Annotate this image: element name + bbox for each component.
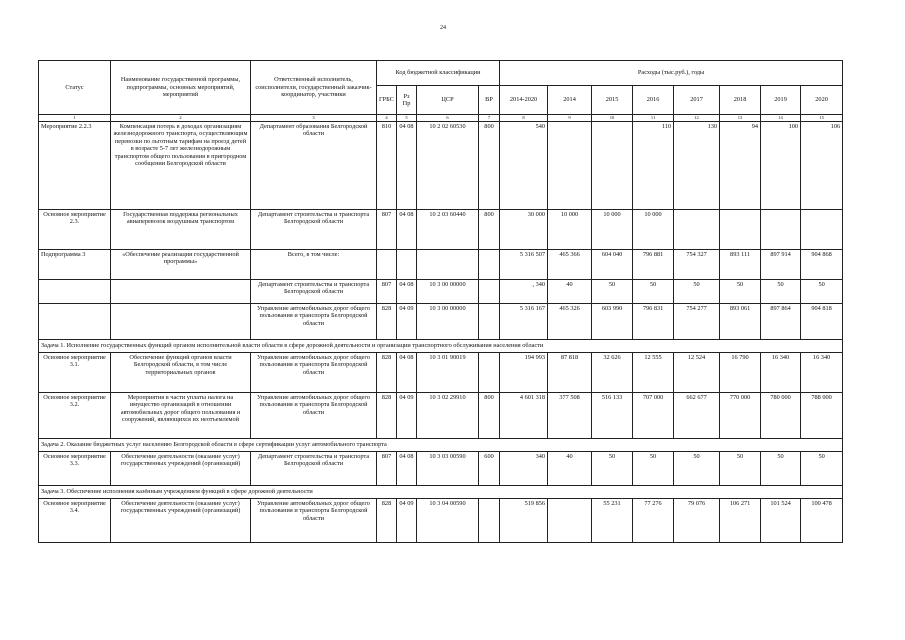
cell-amount: 100 (761, 122, 801, 210)
cell-grbs: 807 (377, 280, 397, 304)
cell-name: Компенсация потерь в доходах организациям железнодорожного транспорта, осуществляющим перевозки по льготным тарифам на проезд детей в возрасте 5-7 лет железнодорожным транспортом общего пользования в пригородном сообщении Белгородской области (111, 122, 251, 210)
cell-amount: 94 (720, 122, 761, 210)
cell-amount: 50 (633, 452, 674, 486)
cell-name (111, 280, 251, 304)
table-row (39, 452, 843, 486)
task-title: Задача 2. Оказание бюджетных услуг населению Белгородской области в сфере сертификации услуг автомобильного транспорта (39, 439, 843, 452)
task-title: Задача 1. Исполнение государственных функций органом исполнительной власти области в сфере дорожной деятельности и организации транспортного обслуживания населения области (39, 340, 843, 353)
cell-csr (417, 250, 479, 280)
cell-amount: 780 000 (761, 393, 801, 439)
header-rzpr: Рз Пр (397, 86, 417, 115)
header-responsible: Ответственный исполнитель, соисполнители, государственный заказчик-координатор, участники (251, 61, 377, 115)
cell-amount: 40 (548, 452, 592, 486)
header-csr: ЦСР (417, 86, 479, 115)
cell-amount: 893 061 (720, 304, 761, 340)
cell-amount: 110 (633, 122, 674, 210)
cell-amount: 50 (801, 452, 843, 486)
cell-status: Основное мероприятие 2.3. (39, 210, 111, 250)
cell-amount: 50 (720, 280, 761, 304)
column-index: 8 (500, 115, 548, 122)
task-title: Задача 3. Обеспечение исполнения казённым учреждением функций в сфере дорожной деятельности (39, 486, 843, 499)
cell-amount: 55 231 (592, 499, 633, 543)
column-index-row (39, 115, 843, 122)
header-year: 2014 (548, 86, 592, 115)
cell-amount: 101 524 (761, 499, 801, 543)
cell-status (39, 304, 111, 340)
cell-rzpr: 04 08 (397, 280, 417, 304)
column-index: 6 (417, 115, 479, 122)
cell-amount: 5 316 507 (500, 250, 548, 280)
cell-name: Обеспечение функций органов власти Белгородской области, в том числе территориальных органов (111, 353, 251, 393)
cell-amount: 770 000 (720, 393, 761, 439)
cell-vr: 600 (479, 452, 500, 486)
cell-amount: 340 (500, 452, 548, 486)
table-row (39, 280, 843, 304)
cell-amount: 10 000 (548, 210, 592, 250)
cell-grbs: 810 (377, 122, 397, 210)
budget-table (38, 60, 843, 543)
table-row (39, 304, 843, 340)
cell-grbs: 828 (377, 353, 397, 393)
cell-csr: 10 2 02 60530 (417, 122, 479, 210)
cell-grbs: 828 (377, 393, 397, 439)
cell-amount (592, 122, 633, 210)
cell-amount: 50 (633, 280, 674, 304)
cell-amount: 50 (720, 452, 761, 486)
cell-status: Мероприятие 2.2.3 (39, 122, 111, 210)
cell-amount: 5 316 167 (500, 304, 548, 340)
task-row (39, 439, 843, 452)
cell-amount: 788 000 (801, 393, 843, 439)
cell-amount: 50 (674, 452, 720, 486)
cell-amount: 130 (674, 122, 720, 210)
header-budget-code: Код бюджетной классификации (377, 61, 500, 86)
cell-responsible: Управление автомобильных дорог общего пользования и транспорта Белгородской области (251, 499, 377, 543)
column-index: 15 (801, 115, 843, 122)
column-index: 11 (633, 115, 674, 122)
header-expenses: Расходы (тыс.руб.), годы (500, 61, 843, 86)
cell-rzpr: 04 08 (397, 210, 417, 250)
table-row (39, 210, 843, 250)
cell-csr: 10 3 02 29910 (417, 393, 479, 439)
cell-csr: 10 3 03 00590 (417, 452, 479, 486)
header-year: 2020 (801, 86, 843, 115)
cell-vr (479, 280, 500, 304)
header-status: Статус (39, 61, 111, 115)
cell-vr (479, 353, 500, 393)
cell-amount: 50 (674, 280, 720, 304)
cell-name: Обеспечение деятельности (оказание услуг) государственных учреждений (организаций) (111, 452, 251, 486)
cell-amount: 12 524 (674, 353, 720, 393)
cell-name: Обеспечение деятельности (оказание услуг) государственных учреждений (организаций) (111, 499, 251, 543)
cell-amount: 754 327 (674, 250, 720, 280)
cell-rzpr: 04 08 (397, 122, 417, 210)
header-year: 2017 (674, 86, 720, 115)
cell-amount: 10 000 (592, 210, 633, 250)
header-row-1 (39, 61, 843, 86)
cell-rzpr: 04 09 (397, 393, 417, 439)
cell-amount (674, 210, 720, 250)
cell-csr: 10 3 04 00590 (417, 499, 479, 543)
header-year: 2014-2020 (500, 86, 548, 115)
cell-amount: 796 881 (633, 250, 674, 280)
cell-csr: 10 3 00 00000 (417, 280, 479, 304)
cell-rzpr: 04 09 (397, 304, 417, 340)
column-index: 9 (548, 115, 592, 122)
cell-status: Основное мероприятие 3.4. (39, 499, 111, 543)
cell-amount: 603 990 (592, 304, 633, 340)
cell-status (39, 280, 111, 304)
cell-rzpr (397, 250, 417, 280)
cell-amount: 50 (761, 452, 801, 486)
column-index: 13 (720, 115, 761, 122)
cell-amount: 540 (500, 122, 548, 210)
cell-amount (801, 210, 843, 250)
page-number: 24 (440, 25, 446, 31)
column-index: 14 (761, 115, 801, 122)
cell-status: Основное мероприятие 3.2. (39, 393, 111, 439)
column-index: 5 (397, 115, 417, 122)
table-row (39, 499, 843, 543)
cell-amount: 4 601 318 (500, 393, 548, 439)
cell-amount: 893 111 (720, 250, 761, 280)
cell-amount: 897 914 (761, 250, 801, 280)
cell-vr (479, 499, 500, 543)
cell-csr: 10 3 01 90019 (417, 353, 479, 393)
cell-amount: 707 000 (633, 393, 674, 439)
header-grbs: ГРБС (377, 86, 397, 115)
cell-amount: 16 340 (801, 353, 843, 393)
cell-amount: 904 818 (801, 304, 843, 340)
cell-responsible: Департамент строительства и транспорта Белгородской области (251, 452, 377, 486)
cell-amount: 754 277 (674, 304, 720, 340)
task-row (39, 486, 843, 499)
cell-name: Мероприятия в части уплаты налога на имущество организаций в отношении автомобильных дорог общего пользования и сооружений, являющихся их неотъемлемой (111, 393, 251, 439)
header-year: 2015 (592, 86, 633, 115)
cell-name (111, 304, 251, 340)
cell-amount: 50 (801, 280, 843, 304)
cell-grbs: 828 (377, 499, 397, 543)
column-index: 12 (674, 115, 720, 122)
cell-amount: 106 (801, 122, 843, 210)
cell-status: Основное мероприятие 3.1. (39, 353, 111, 393)
column-index: 4 (377, 115, 397, 122)
cell-grbs: 828 (377, 304, 397, 340)
cell-vr: 800 (479, 122, 500, 210)
cell-amount: 519 856 (500, 499, 548, 543)
cell-responsible: Департамент образования Белгородской области (251, 122, 377, 210)
cell-amount: , 340 (500, 280, 548, 304)
cell-amount: 32 626 (592, 353, 633, 393)
cell-responsible: Управление автомобильных дорог общего пользования и транспорта Белгородской области (251, 304, 377, 340)
cell-responsible: Департамент строительства и транспорта Белгородской области (251, 280, 377, 304)
cell-status: Основное мероприятие 3.3. (39, 452, 111, 486)
cell-amount: 377 508 (548, 393, 592, 439)
cell-amount: 516 133 (592, 393, 633, 439)
cell-amount (548, 499, 592, 543)
cell-amount: 50 (592, 452, 633, 486)
task-row (39, 340, 843, 353)
cell-amount: 30 000 (500, 210, 548, 250)
table-row (39, 122, 843, 210)
cell-responsible: Департамент строительства и транспорта Белгородской области (251, 210, 377, 250)
cell-vr (479, 304, 500, 340)
cell-amount: 100 478 (801, 499, 843, 543)
column-index: 2 (111, 115, 251, 122)
cell-responsible: Управление автомобильных дорог общего пользования и транспорта Белгородской области (251, 393, 377, 439)
column-index: 7 (479, 115, 500, 122)
cell-responsible: Всего, в том числе: (251, 250, 377, 280)
cell-rzpr: 04 08 (397, 353, 417, 393)
table-row (39, 250, 843, 280)
cell-csr: 10 3 00 00000 (417, 304, 479, 340)
cell-amount: 79 076 (674, 499, 720, 543)
cell-amount (548, 122, 592, 210)
cell-amount: 662 677 (674, 393, 720, 439)
cell-amount: 465 366 (548, 250, 592, 280)
header-vr: ВР (479, 86, 500, 115)
cell-amount: 77 276 (633, 499, 674, 543)
cell-amount: 50 (592, 280, 633, 304)
cell-vr (479, 250, 500, 280)
header-year: 2016 (633, 86, 674, 115)
table-row (39, 393, 843, 439)
column-index: 3 (251, 115, 377, 122)
cell-csr: 10 2 03 60440 (417, 210, 479, 250)
cell-amount: 904 868 (801, 250, 843, 280)
cell-amount: 194 993 (500, 353, 548, 393)
cell-amount (761, 210, 801, 250)
header-year: 2018 (720, 86, 761, 115)
header-name: Наименование государственной программы, подпрограммы, основных мероприятий, мероприятий (111, 61, 251, 115)
cell-amount (720, 210, 761, 250)
cell-status: Подпрограмма 3 (39, 250, 111, 280)
cell-responsible: Управление автомобильных дорог общего пользования и транспорта Белгородской области (251, 353, 377, 393)
cell-vr: 800 (479, 210, 500, 250)
cell-rzpr: 04 09 (397, 499, 417, 543)
column-index: 10 (592, 115, 633, 122)
cell-amount: 465 326 (548, 304, 592, 340)
cell-grbs: 807 (377, 210, 397, 250)
cell-vr: 800 (479, 393, 500, 439)
cell-amount: 604 040 (592, 250, 633, 280)
cell-amount: 87 818 (548, 353, 592, 393)
cell-name: Государственная поддержка региональных авиаперевозок воздушным транспортом (111, 210, 251, 250)
cell-grbs (377, 250, 397, 280)
cell-amount: 50 (761, 280, 801, 304)
cell-amount: 16 790 (720, 353, 761, 393)
column-index: 1 (39, 115, 111, 122)
cell-grbs: 807 (377, 452, 397, 486)
cell-name: «Обеспечение реализации государственной программы» (111, 250, 251, 280)
cell-amount: 897 864 (761, 304, 801, 340)
cell-amount: 16 340 (761, 353, 801, 393)
cell-rzpr: 04 08 (397, 452, 417, 486)
header-year: 2019 (761, 86, 801, 115)
cell-amount: 10 000 (633, 210, 674, 250)
cell-amount: 40 (548, 280, 592, 304)
cell-amount: 106 271 (720, 499, 761, 543)
table-body (39, 122, 843, 543)
cell-amount: 12 555 (633, 353, 674, 393)
table-row (39, 353, 843, 393)
cell-amount: 796 831 (633, 304, 674, 340)
